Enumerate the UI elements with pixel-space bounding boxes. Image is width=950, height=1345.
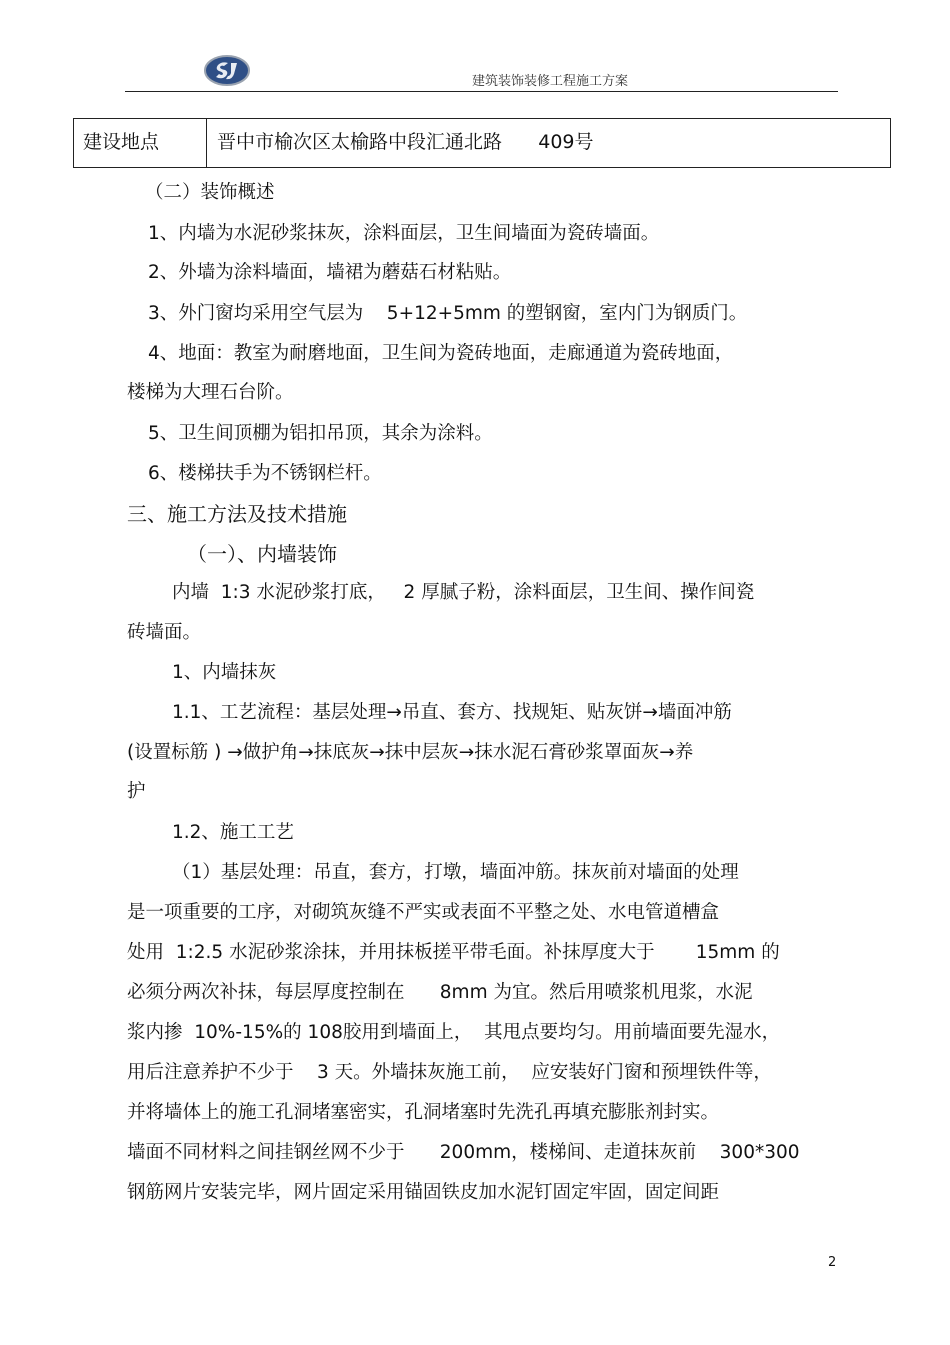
paragraph-line: 2、外墙为涂料墙面，墙裙为蘑菇石材粘贴。 [148, 262, 512, 283]
paragraph-line: 是一项重要的工序，对砌筑灰缝不严实或表面不平整之处、水电管道槽盒 [127, 902, 720, 923]
chapter-heading: 三、施工方法及技术措施 [127, 502, 347, 526]
paragraph-line: 楼梯为大理石台阶。 [127, 382, 294, 403]
paragraph-line: 必须分两次补抹，每层厚度控制在 8mm 为宜。然后用喷浆机甩浆，水泥 [127, 982, 753, 1003]
paragraph-line: 砖墙面。 [127, 622, 202, 643]
paragraph-line: 1、内墙为水泥砂浆抹灰，涂料面层，卫生间墙面为瓷砖墙面。 [148, 223, 660, 244]
paragraph-line: 用后注意养护不少于 3 天。外墙抹灰施工前， 应安装好门窗和预埋铁件等， [127, 1062, 772, 1083]
paragraph-line: 处用 1:2.5 水泥砂浆涂抹，并用抹板搓平带毛面。补抹厚度大于 15mm 的 [127, 942, 780, 963]
paragraph-line: 1.1、工艺流程：基层处理→吊直、套方、找规矩、贴灰饼→墙面冲筋 [172, 702, 732, 723]
paragraph-line: 4、地面：教室为耐磨地面，卫生间为瓷砖地面，走廊通道为瓷砖地面， [148, 343, 734, 364]
info-value: 晋中市榆次区太榆路中段汇通北路 409号 [217, 131, 594, 153]
paragraph-line: (设置标筋 ) →做护角→抹底灰→抹中层灰→抹水泥石膏砂浆罩面灰→养 [127, 742, 694, 763]
info-table [73, 118, 891, 168]
item-heading: 1、内墙抹灰 [172, 662, 277, 683]
paragraph-line: 3、外门窗均采用空气层为 5+12+5mm 的塑钢窗，室内门为钢质门。 [148, 303, 748, 324]
paragraph-line: 并将墙体上的施工孔洞堵塞密实，孔洞堵塞时先洗孔再填充膨胀剂封实。 [127, 1102, 720, 1123]
header-divider [125, 91, 838, 92]
paragraph-line: 浆内掺 10%-15%的 108胶用到墙面上， 其甩点要均匀。用前墙面要先湿水， [127, 1022, 781, 1043]
paragraph-line: 钢筋网片安装完毕，网片固定采用锚固铁皮加水泥钉固定牢固，固定间距 [127, 1182, 720, 1203]
paragraph-line: 6、楼梯扶手为不锈钢栏杆。 [148, 463, 382, 484]
paragraph-line: （1）基层处理：吊直，套方，打墩，墙面冲筋。抹灰前对墙面的处理 [172, 862, 739, 883]
company-logo [204, 55, 250, 86]
header-title: 建筑装饰装修工程施工方案 [472, 74, 629, 89]
paragraph-line: 内墙 1:3 水泥砂浆打底， 2 厚腻子粉，涂料面层，卫生间、操作间瓷 [172, 582, 755, 603]
item-heading: 1.2、施工工艺 [172, 822, 294, 843]
paragraph-line: 护 [127, 781, 146, 802]
section-heading: （二）装饰概述 [145, 182, 275, 203]
info-label: 建设地点 [74, 119, 207, 167]
paragraph-line: 5、卫生间顶棚为铝扣吊顶，其余为涂料。 [148, 423, 493, 444]
subsection-heading: （一）、内墙装饰 [187, 542, 337, 566]
paragraph-line: 墙面不同材料之间挂钢丝网不少于 200mm，楼梯间、走道抹灰前 300*300 [127, 1142, 800, 1163]
page-number: 2 [828, 1255, 837, 1270]
